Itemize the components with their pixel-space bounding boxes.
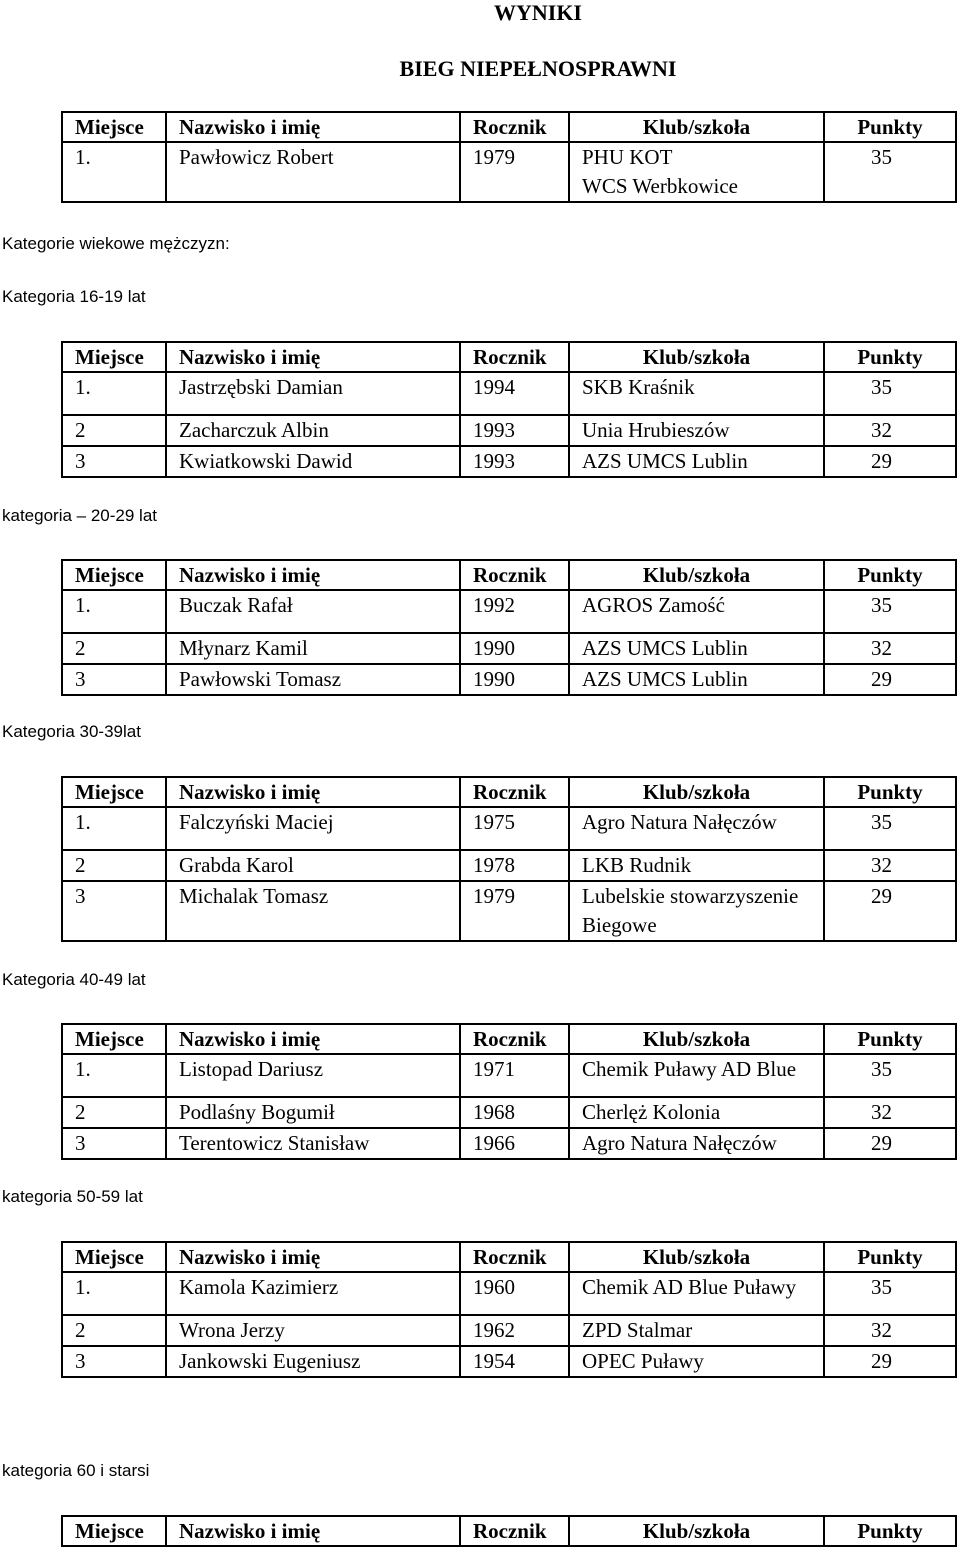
cell-club: Agro Natura Nałęczów [569,807,824,850]
cell-place: 1. [62,142,166,202]
cell-points: 32 [824,850,956,881]
cell-year: 1971 [460,1054,569,1097]
club-line-2: Biegowe [582,913,657,937]
header-year: Rocznik [460,342,569,372]
cell-club [569,881,824,941]
cell-club: OPEC Puławy [569,1346,824,1377]
cell-points: 29 [824,1128,956,1159]
header-year: Rocznik [460,1516,569,1546]
cell-year: 1993 [460,446,569,477]
cell-place: 2 [62,1097,166,1128]
cell-points: 29 [824,881,956,941]
header-year: Rocznik [460,1242,569,1272]
header-points: Punkty [824,1516,956,1546]
cell-place: 2 [62,633,166,664]
results-table-disabled [61,111,957,203]
cell-club: Chemik AD Blue Puławy [569,1272,824,1315]
cell-name: Grabda Karol [166,850,460,881]
cell-place: 1. [62,1272,166,1315]
cell-place: 3 [62,664,166,695]
cell-points: 32 [824,415,956,446]
cell-year: 1975 [460,807,569,850]
table-header-row [62,560,956,590]
cell-points: 35 [824,807,956,850]
header-name: Nazwisko i imię [166,1242,460,1272]
results-table-50-59 [61,1241,957,1378]
cell-points: 29 [824,664,956,695]
cell-place: 1. [62,372,166,415]
table-header-row [62,342,956,372]
header-place: Miejsce [62,1024,166,1054]
cell-name: Zacharczuk Albin [166,415,460,446]
cell-name: Listopad Dariusz [166,1054,460,1097]
cell-year: 1962 [460,1315,569,1346]
header-club: Klub/szkoła [569,777,824,807]
cell-points: 32 [824,1315,956,1346]
cell-year: 1979 [460,142,569,202]
table-header-row [62,112,956,142]
cell-points: 32 [824,1097,956,1128]
table-header-row [62,777,956,807]
table-row [62,633,956,664]
cell-club: ZPD Stalmar [569,1315,824,1346]
cell-name: Jastrzębski Damian [166,372,460,415]
cell-year: 1978 [460,850,569,881]
header-place: Miejsce [62,1242,166,1272]
cell-name: Jankowski Eugeniusz [166,1346,460,1377]
header-place: Miejsce [62,342,166,372]
cell-club: AZS UMCS Lublin [569,446,824,477]
header-name: Nazwisko i imię [166,1516,460,1546]
cell-year: 1966 [460,1128,569,1159]
results-table-30-39 [61,776,957,942]
cell-name: Kwiatkowski Dawid [166,446,460,477]
cell-club: Cherlęż Kolonia [569,1097,824,1128]
cell-year: 1990 [460,664,569,695]
cell-points: 29 [824,446,956,477]
header-year: Rocznik [460,560,569,590]
header-year: Rocznik [460,777,569,807]
cell-club: Agro Natura Nałęczów [569,1128,824,1159]
header-points: Punkty [824,112,956,142]
men-categories-heading: Kategorie wiekowe mężczyzn: [2,234,230,253]
cell-name: Falczyński Maciej [166,807,460,850]
cell-name: Kamola Kazimierz [166,1272,460,1315]
cell-club: Chemik Puławy AD Blue [569,1054,824,1097]
table-row [62,1097,956,1128]
cell-place: 3 [62,1346,166,1377]
header-club: Klub/szkoła [569,342,824,372]
table-header-row [62,1242,956,1272]
cell-points: 35 [824,142,956,202]
cell-points: 35 [824,590,956,633]
header-club: Klub/szkoła [569,560,824,590]
cell-place: 3 [62,1128,166,1159]
cell-name: Pawłowski Tomasz [166,664,460,695]
cell-place: 1. [62,590,166,633]
header-points: Punkty [824,777,956,807]
header-points: Punkty [824,342,956,372]
cell-name: Buczak Rafał [166,590,460,633]
cell-club: SKB Kraśnik [569,372,824,415]
results-table-16-19 [61,341,957,478]
club-line-1: Lubelskie stowarzyszenie [582,884,799,908]
table-row [62,1054,956,1097]
cell-place: 2 [62,850,166,881]
header-place: Miejsce [62,1516,166,1546]
cell-club: AZS UMCS Lublin [569,664,824,695]
cell-points: 32 [824,633,956,664]
table-row [62,881,956,941]
header-place: Miejsce [62,112,166,142]
table-row [62,372,956,415]
cell-points: 35 [824,1272,956,1315]
table-row [62,807,956,850]
header-name: Nazwisko i imię [166,560,460,590]
category-label: Kategoria 16-19 lat [2,287,146,306]
cell-club: AZS UMCS Lublin [569,633,824,664]
cell-name: Terentowicz Stanisław [166,1128,460,1159]
cell-year: 1994 [460,372,569,415]
category-label: kategoria – 20-29 lat [2,506,157,525]
table-row [62,446,956,477]
header-club: Klub/szkoła [569,1242,824,1272]
table-header-row [62,1516,956,1546]
table-row [62,142,956,202]
cell-place: 1. [62,807,166,850]
cell-year: 1990 [460,633,569,664]
cell-points: 29 [824,1346,956,1377]
cell-place: 1. [62,1054,166,1097]
table-header-row [62,1024,956,1054]
category-label: Kategoria 30-39lat [2,722,141,741]
header-name: Nazwisko i imię [166,342,460,372]
header-name: Nazwisko i imię [166,1024,460,1054]
cell-year: 1992 [460,590,569,633]
category-label: kategoria 50-59 lat [2,1187,143,1206]
header-year: Rocznik [460,1024,569,1054]
cell-name: Wrona Jerzy [166,1315,460,1346]
header-club: Klub/szkoła [569,1516,824,1546]
cell-club: Unia Hrubieszów [569,415,824,446]
club-line-1: PHU KOT [582,145,673,169]
table-row [62,1128,956,1159]
results-table-60-plus [61,1515,957,1547]
cell-place: 2 [62,415,166,446]
table-row [62,1272,956,1315]
header-points: Punkty [824,1024,956,1054]
results-table-20-29 [61,559,957,696]
cell-name: Młynarz Kamil [166,633,460,664]
cell-club [569,142,824,202]
cell-place: 3 [62,446,166,477]
cell-name: Pawłowicz Robert [166,142,460,202]
table-row [62,1315,956,1346]
header-place: Miejsce [62,560,166,590]
category-label: kategoria 60 i starsi [2,1461,150,1480]
cell-name: Podlaśny Bogumił [166,1097,460,1128]
cell-points: 35 [824,372,956,415]
header-place: Miejsce [62,777,166,807]
cell-place: 2 [62,1315,166,1346]
header-club: Klub/szkoła [569,112,824,142]
page-subtitle: BIEG NIEPEŁNOSPRAWNI [399,56,677,81]
results-table-40-49 [61,1023,957,1160]
header-name: Nazwisko i imię [166,112,460,142]
header-name: Nazwisko i imię [166,777,460,807]
club-line-2: WCS Werbkowice [582,174,738,198]
table-row [62,664,956,695]
table-row [62,1346,956,1377]
cell-year: 1993 [460,415,569,446]
cell-name: Michalak Tomasz [166,881,460,941]
header-points: Punkty [824,1242,956,1272]
table-row [62,590,956,633]
table-row [62,415,956,446]
header-year: Rocznik [460,112,569,142]
cell-year: 1954 [460,1346,569,1377]
page-title: WYNIKI [493,0,582,25]
table-row [62,850,956,881]
header-points: Punkty [824,560,956,590]
cell-year: 1979 [460,881,569,941]
cell-club: AGROS Zamość [569,590,824,633]
cell-year: 1960 [460,1272,569,1315]
cell-club: LKB Rudnik [569,850,824,881]
cell-place: 3 [62,881,166,941]
header-club: Klub/szkoła [569,1024,824,1054]
category-label: Kategoria 40-49 lat [2,970,146,989]
cell-points: 35 [824,1054,956,1097]
cell-year: 1968 [460,1097,569,1128]
